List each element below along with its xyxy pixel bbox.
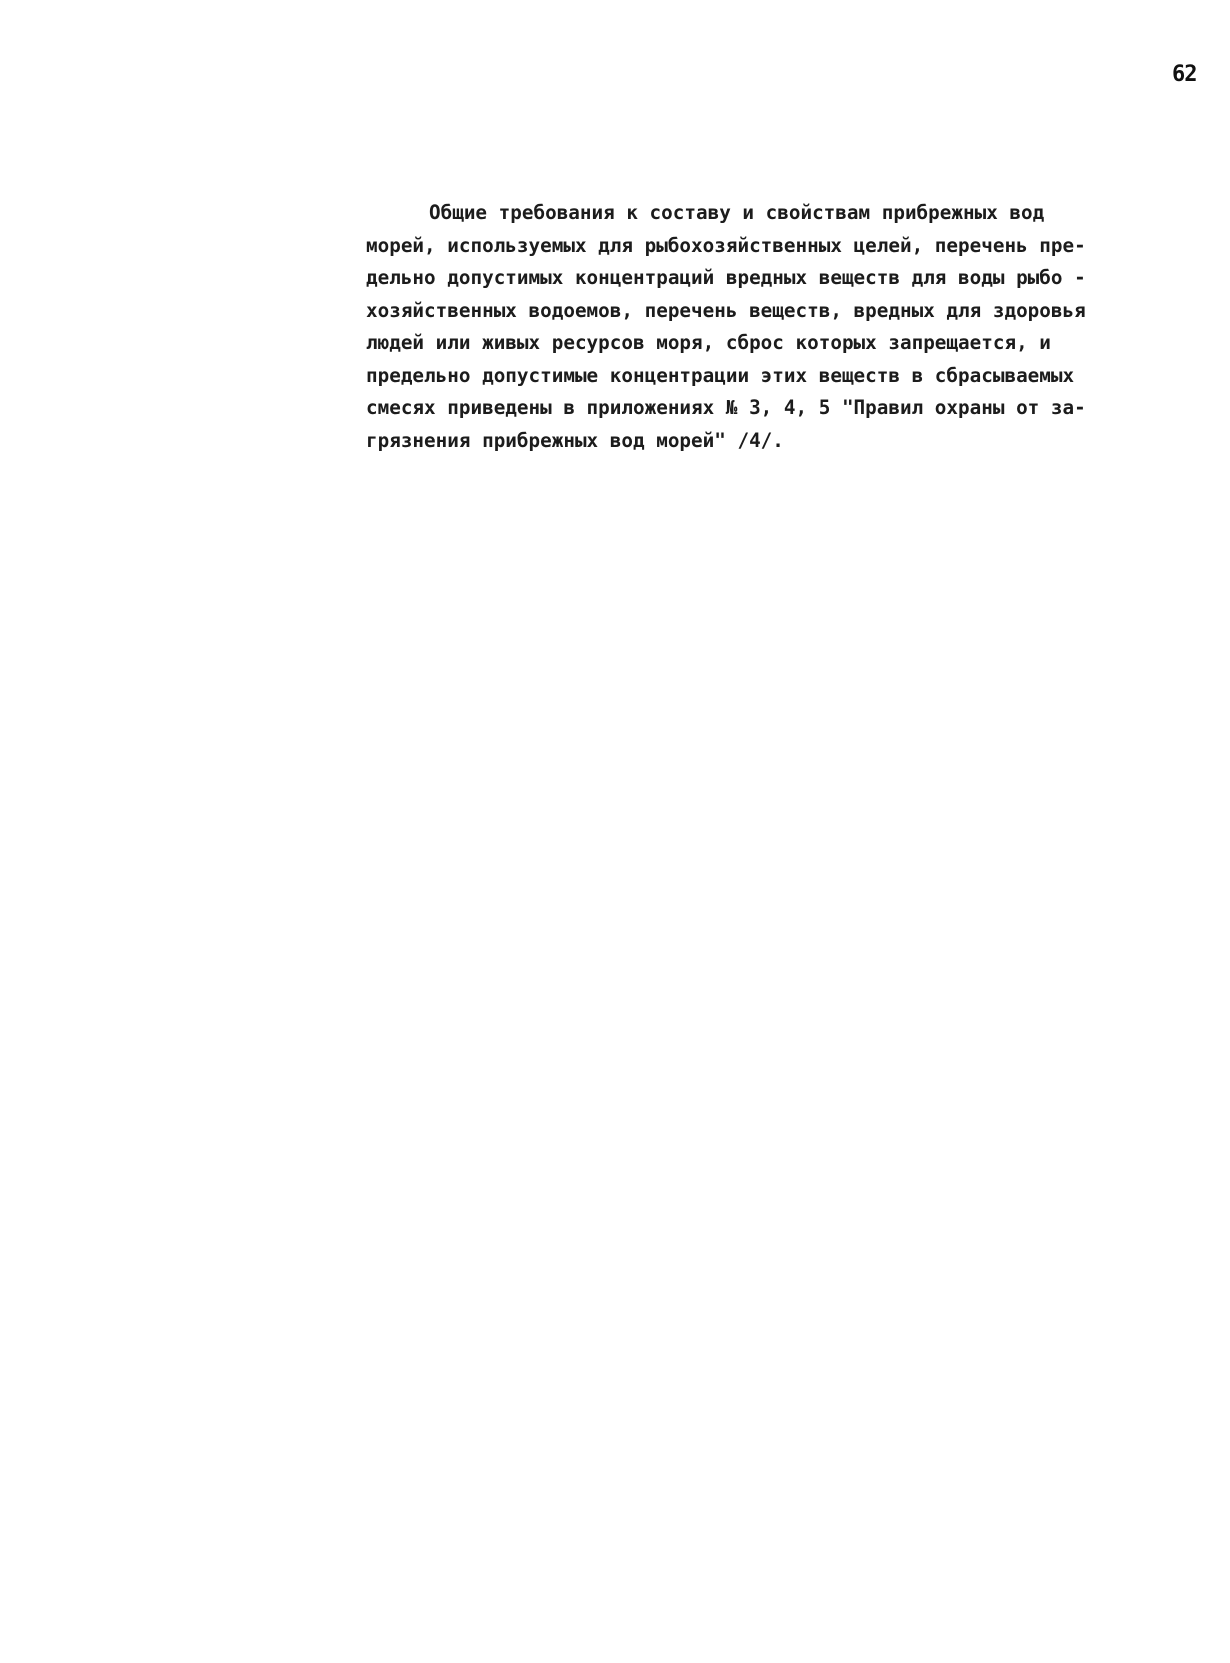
paragraph-line: дельно допустимых концентраций вредных веществ для воды рыбо - xyxy=(366,266,1086,289)
paragraph-line: предельно допустимые концентрации этих веществ в сбрасываемых xyxy=(366,363,1075,387)
paragraph-line: Общие требования к составу и свойствам прибрежных вод xyxy=(429,201,1045,224)
paragraph-line: морей, используемых для рыбохозяйственных целей, перечень пре- xyxy=(366,233,1086,257)
paragraph-line: смесях приведены в приложениях № 3, 4, 5 "Правил охраны от за- xyxy=(366,396,1086,419)
paragraph-line: хозяйственных водоемов, перечень веществ, вредных для здоровья xyxy=(366,298,1086,322)
body-paragraph xyxy=(366,197,1186,457)
paragraph-line: людей или живых ресурсов моря, сброс которых запрещается, и xyxy=(366,331,1051,354)
page-number: 62 xyxy=(1172,62,1197,87)
paragraph-line: грязнения прибрежных вод морей" /4/. xyxy=(366,428,784,452)
